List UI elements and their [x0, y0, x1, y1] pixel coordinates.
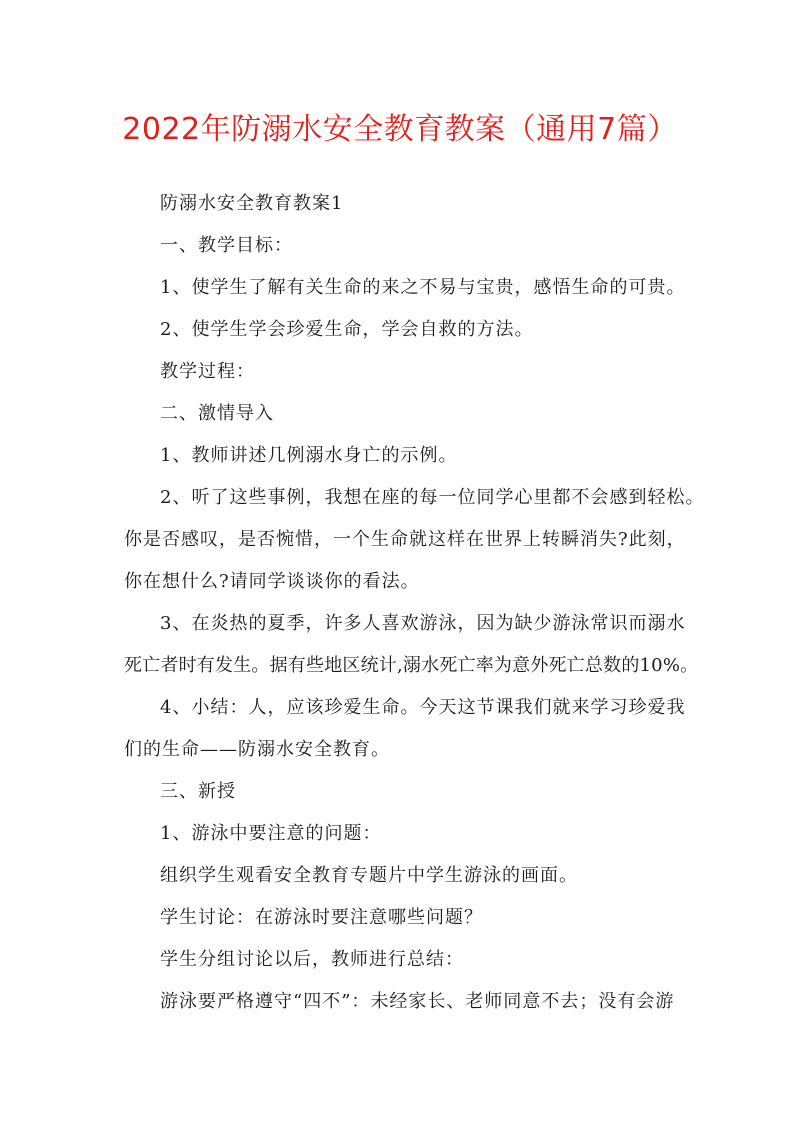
- paragraph-line: 教学过程：: [160, 361, 255, 382]
- section-heading: 防溺水安全教育教案1: [160, 193, 344, 214]
- paragraph-line: 一、教学目标：: [160, 235, 293, 256]
- paragraph-line: 们的生命——防溺水安全教育。: [124, 739, 390, 760]
- paragraph-line: 死亡者时有发生。据有些地区统计,溺水死亡率为意外死亡总数的10%。: [124, 655, 699, 676]
- document-title: 2022年防溺水安全教育教案（通用7篇）: [122, 112, 678, 147]
- paragraph-line: 4、小结：人，应该珍爱生命。今天这节课我们就来学习珍爱我: [160, 697, 686, 718]
- paragraph-line: 你是否感叹，是否惋惜，一个生命就这样在世界上转瞬消失?此刻，: [124, 529, 686, 550]
- paragraph-line: 1、教师讲述几例溺水身亡的示例。: [160, 445, 458, 466]
- paragraph-line: 3、在炎热的夏季，许多人喜欢游泳，因为缺少游泳常识而溺水: [160, 613, 686, 634]
- paragraph-line: 2、使学生学会珍爱生命，学会自救的方法。: [160, 319, 534, 340]
- paragraph-line: 学生分组讨论以后，教师进行总结：: [160, 949, 464, 970]
- paragraph-line: 你在想什么?请同学谈谈你的看法。: [124, 571, 420, 592]
- paragraph-line: 三、新授: [160, 781, 236, 802]
- paragraph-line: 游泳要严格遵守“四不”：未经家长、老师同意不去；没有会游: [160, 991, 675, 1012]
- paragraph-line: 1、游泳中要注意的问题：: [160, 823, 382, 844]
- paragraph-line: 1、使学生了解有关生命的来之不易与宝贵，感悟生命的可贵。: [160, 277, 686, 298]
- paragraph-line: 2、听了这些事例，我想在座的每一位同学心里都不会感到轻松。: [160, 487, 705, 508]
- paragraph-line: 二、激情导入: [160, 403, 274, 424]
- paragraph-line: 组织学生观看安全教育专题片中学生游泳的画面。: [160, 865, 578, 886]
- paragraph-line: 学生讨论：在游泳时要注意哪些问题？: [160, 907, 483, 928]
